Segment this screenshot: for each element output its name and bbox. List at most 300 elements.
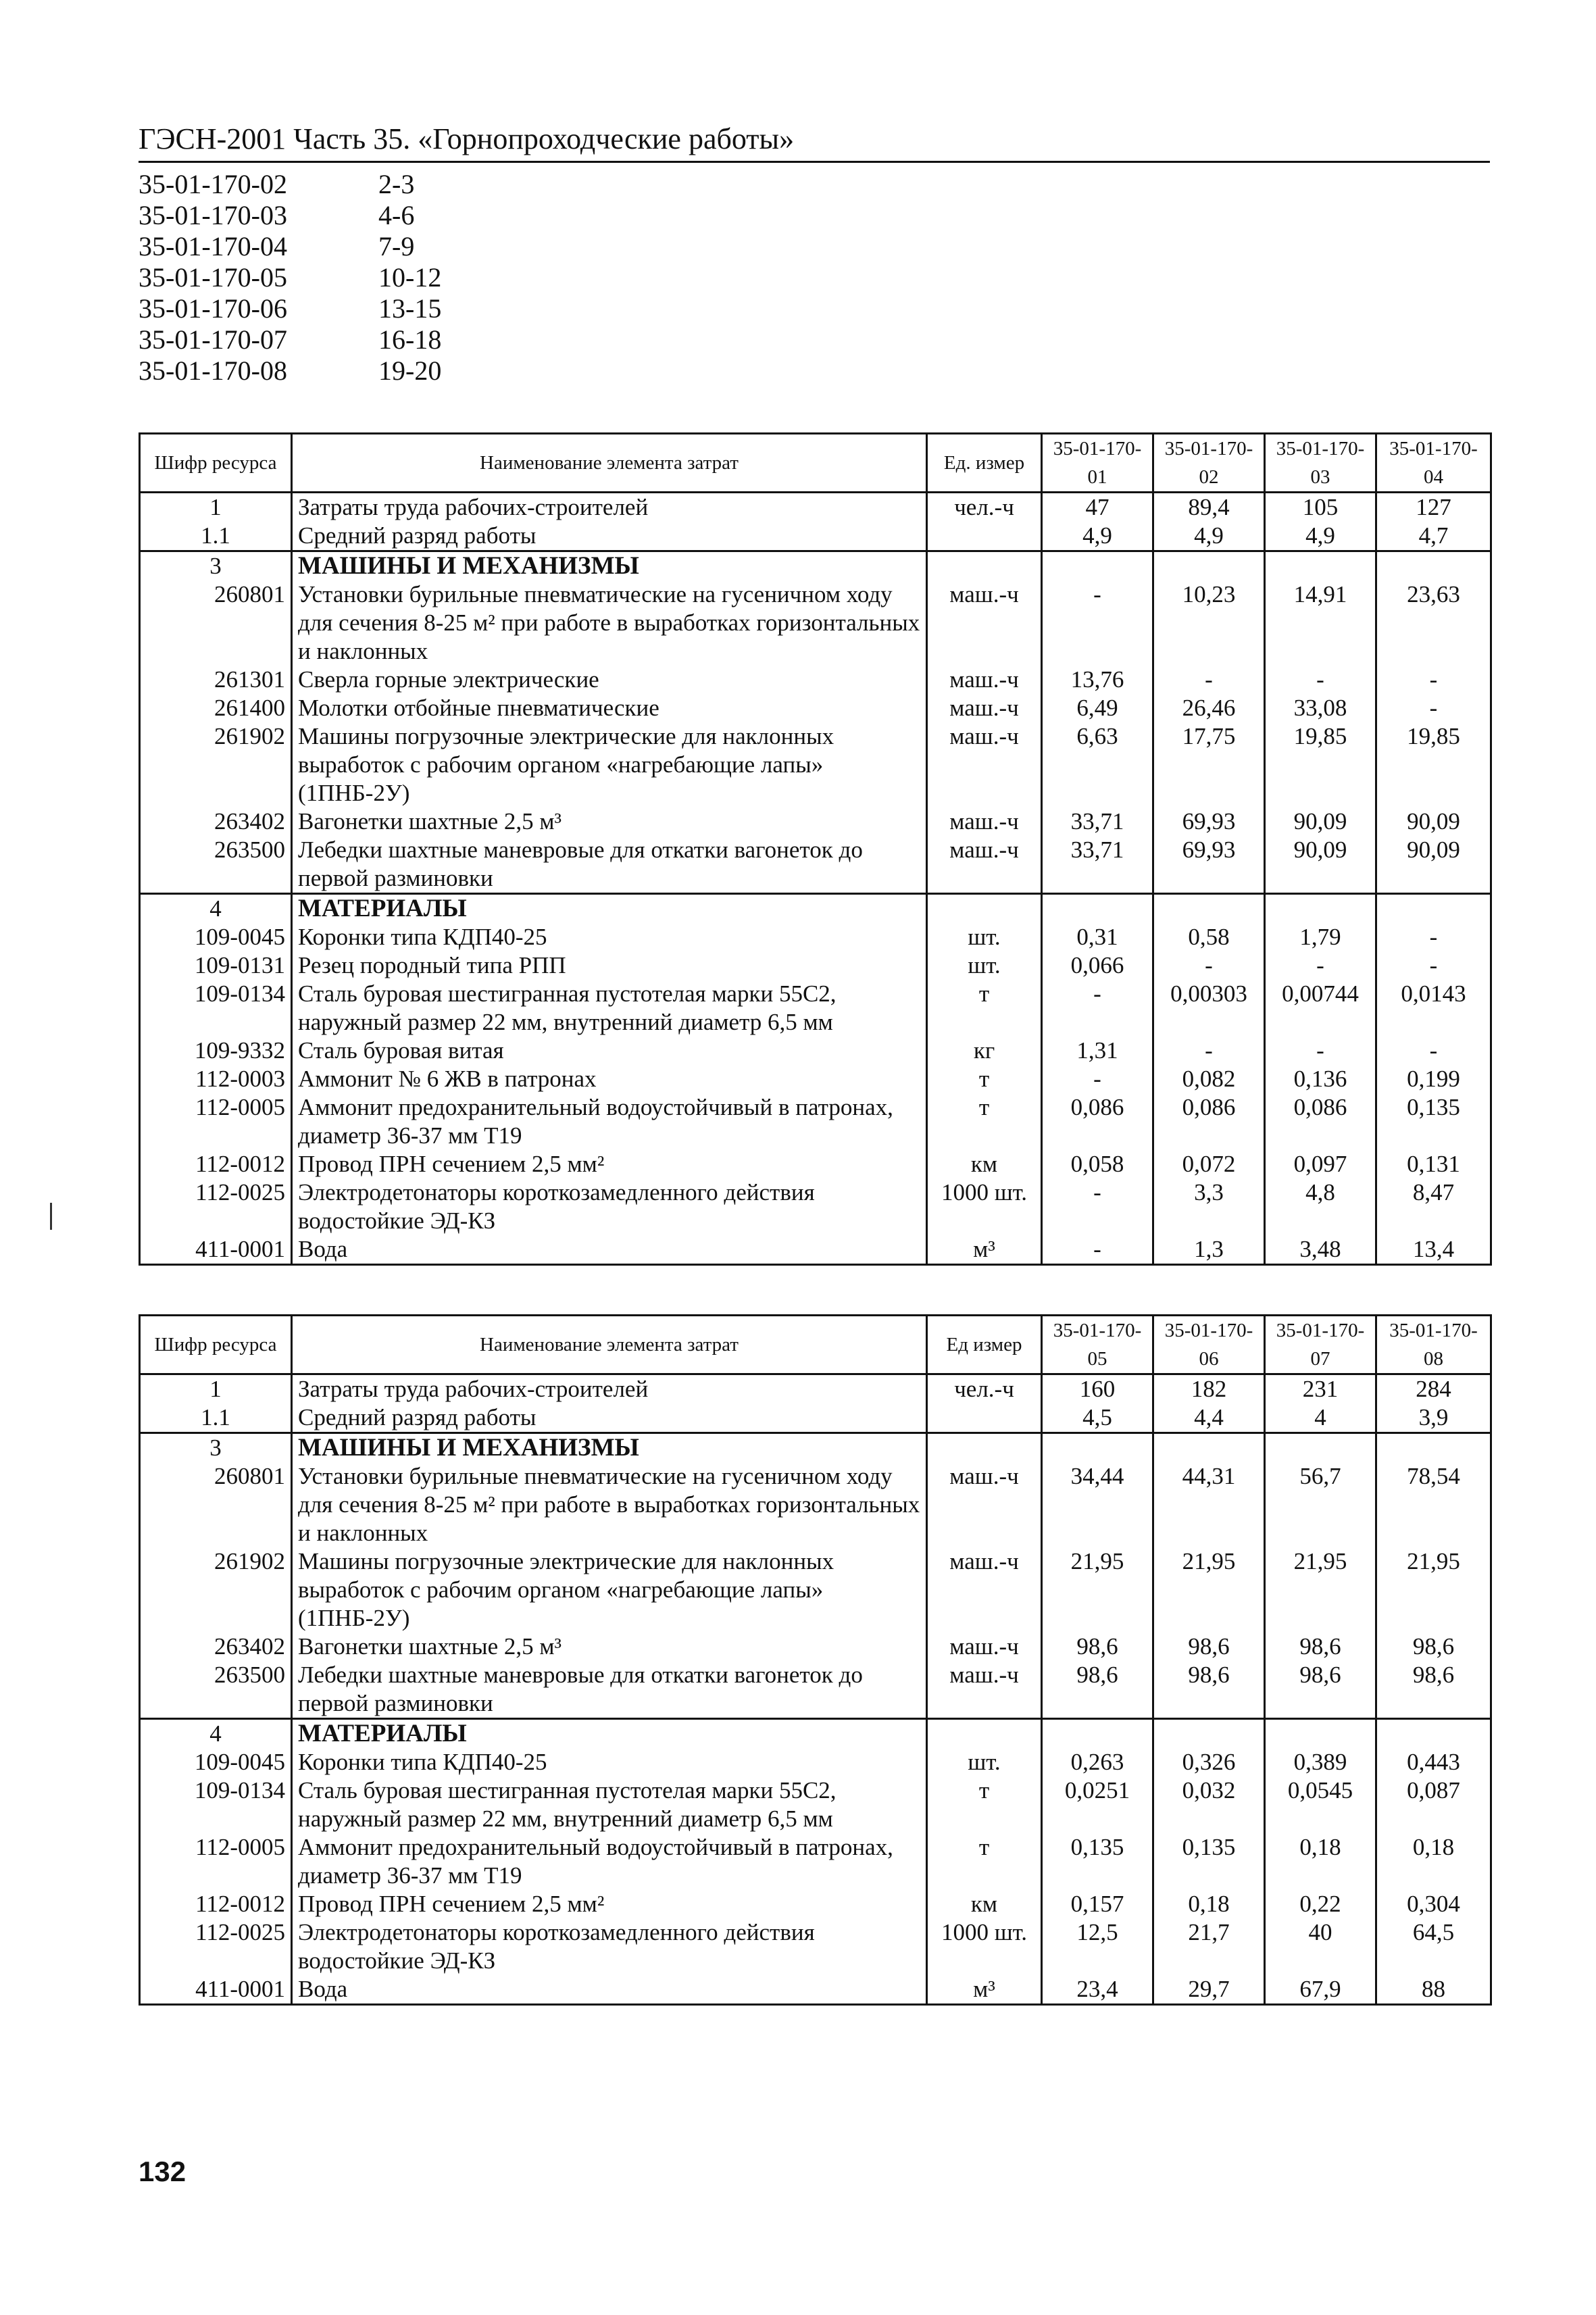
norm-value-cell: 0,086: [1153, 1093, 1265, 1150]
cost-element-name-cell: Сталь буровая витая: [292, 1037, 927, 1065]
cost-element-name-cell: Коронки типа КДП40-25: [292, 1748, 927, 1776]
norm-value-cell: 4,9: [1042, 522, 1153, 551]
resource-code-cell: 263402: [140, 1633, 292, 1661]
norm-value-cell: [1042, 894, 1153, 924]
norm-value-cell: 0,199: [1376, 1065, 1491, 1093]
header-norm-column: 35-01-170-06: [1153, 1316, 1265, 1374]
unit-cell: м³: [927, 1975, 1042, 2005]
unit-cell: т: [927, 1833, 1042, 1890]
table-row: [140, 1547, 1491, 1633]
code-range-value: 19-20: [378, 355, 442, 386]
table-row: [140, 1037, 1491, 1065]
norm-value-cell: [1265, 551, 1376, 581]
code-range-code: 35-01-170-02: [139, 169, 287, 199]
cost-element-name-cell: Провод ПРН сечением 2,5 мм²: [292, 1150, 927, 1178]
code-range-row: [139, 324, 441, 355]
resource-code-cell: 3: [140, 1433, 292, 1463]
resource-code-cell: 263500: [140, 836, 292, 894]
header-norm-column: 35-01-170-03: [1265, 434, 1376, 493]
norm-value-cell: -: [1042, 1178, 1153, 1235]
norm-value-cell: 10,23: [1153, 580, 1265, 666]
table-row: [140, 1093, 1491, 1150]
resource-code-cell: 112-0003: [140, 1065, 292, 1093]
norm-value-cell: -: [1153, 666, 1265, 694]
resource-code-cell: 109-0131: [140, 951, 292, 980]
norm-value-cell: 0,31: [1042, 923, 1153, 951]
cost-element-name-cell: Резец породный типа РПП: [292, 951, 927, 980]
norm-value-cell: 98,6: [1042, 1661, 1153, 1719]
cost-element-name-cell: Вода: [292, 1235, 927, 1265]
norm-value-cell: 0,086: [1042, 1093, 1153, 1150]
norm-value-cell: [1376, 1719, 1491, 1749]
cost-element-name-cell: Аммонит № 6 ЖВ в патронах: [292, 1065, 927, 1093]
norm-value-cell: 89,4: [1153, 493, 1265, 522]
norm-value-cell: -: [1265, 1037, 1376, 1065]
norm-value-cell: 98,6: [1376, 1633, 1491, 1661]
norm-value-cell: 0,326: [1153, 1748, 1265, 1776]
section-row: [140, 551, 1491, 581]
norm-value-cell: 182: [1153, 1374, 1265, 1404]
unit-cell: [927, 1403, 1042, 1433]
header-unit: Ед. измер: [927, 434, 1042, 493]
norm-value-cell: 23,63: [1376, 580, 1491, 666]
norm-value-cell: 1,31: [1042, 1037, 1153, 1065]
resource-code-cell: 411-0001: [140, 1235, 292, 1265]
norm-value-cell: -: [1376, 951, 1491, 980]
norm-value-cell: 4,4: [1153, 1403, 1265, 1433]
norm-value-cell: 231: [1265, 1374, 1376, 1404]
resource-code-cell: 109-0134: [140, 980, 292, 1037]
norm-value-cell: [1153, 894, 1265, 924]
cost-element-name-cell: Средний разряд работы: [292, 522, 927, 551]
norm-value-cell: 0,032: [1153, 1776, 1265, 1833]
table-row: [140, 493, 1491, 522]
resource-code-cell: 109-0045: [140, 923, 292, 951]
resource-code-cell: 260801: [140, 1462, 292, 1547]
norm-value-cell: 69,93: [1153, 807, 1265, 836]
resource-code-cell: 109-9332: [140, 1037, 292, 1065]
table-row: [140, 1403, 1491, 1433]
norm-value-cell: 33,71: [1042, 836, 1153, 894]
unit-cell: 1000 шт.: [927, 1178, 1042, 1235]
unit-cell: маш.-ч: [927, 694, 1042, 722]
norm-value-cell: 21,7: [1153, 1918, 1265, 1975]
norm-value-cell: 4,9: [1265, 522, 1376, 551]
norm-value-cell: 21,95: [1153, 1547, 1265, 1633]
norm-value-cell: 13,76: [1042, 666, 1153, 694]
resource-code-cell: 261301: [140, 666, 292, 694]
norm-value-cell: [1042, 1719, 1153, 1749]
resource-code-cell: 112-0005: [140, 1093, 292, 1150]
norm-value-cell: 0,082: [1153, 1065, 1265, 1093]
unit-cell: м³: [927, 1235, 1042, 1265]
section-title: МАШИНЫ И МЕХАНИЗМЫ: [292, 1433, 927, 1463]
norm-value-cell: 8,47: [1376, 1178, 1491, 1235]
table-row: [140, 836, 1491, 894]
code-range-row: [139, 262, 441, 293]
table-row: [140, 980, 1491, 1037]
cost-element-name-cell: Провод ПРН сечением 2,5 мм²: [292, 1890, 927, 1918]
norm-value-cell: 3,9: [1376, 1403, 1491, 1433]
header-norm-column: 35-01-170-05: [1042, 1316, 1153, 1374]
norm-value-cell: 4,8: [1265, 1178, 1376, 1235]
table-row: [140, 923, 1491, 951]
code-range-code: 35-01-170-07: [139, 324, 287, 355]
table-header-row: [140, 434, 1491, 493]
norm-value-cell: 98,6: [1153, 1661, 1265, 1719]
resource-code-cell: 109-0134: [140, 1776, 292, 1833]
resource-code-cell: 112-0025: [140, 1918, 292, 1975]
norm-value-cell: 127: [1376, 493, 1491, 522]
resource-code-cell: 411-0001: [140, 1975, 292, 2005]
norm-value-cell: -: [1265, 666, 1376, 694]
unit-cell: [927, 1433, 1042, 1463]
code-range-value: 7-9: [378, 231, 415, 262]
unit-cell: маш.-ч: [927, 807, 1042, 836]
resource-code-cell: 261902: [140, 1547, 292, 1633]
unit-cell: т: [927, 1776, 1042, 1833]
norm-value-cell: 3,48: [1265, 1235, 1376, 1265]
norm-value-cell: 3,3: [1153, 1178, 1265, 1235]
norm-value-cell: 0,58: [1153, 923, 1265, 951]
table-row: [140, 1661, 1491, 1719]
norm-value-cell: 1,3: [1153, 1235, 1265, 1265]
norm-value-cell: 4,7: [1376, 522, 1491, 551]
code-range-code: 35-01-170-03: [139, 200, 287, 230]
unit-cell: км: [927, 1150, 1042, 1178]
norm-value-cell: 0,00744: [1265, 980, 1376, 1037]
table-row: [140, 951, 1491, 980]
resource-code-cell: 112-0005: [140, 1833, 292, 1890]
cost-element-name-cell: Установки бурильные пневматические на гусеничном ходу для сечения 8-25 м² при работе в выработках горизонтальных и наклонных: [292, 1462, 927, 1547]
norm-value-cell: [1376, 894, 1491, 924]
norm-value-cell: 21,95: [1376, 1547, 1491, 1633]
table-row: [140, 694, 1491, 722]
norm-value-cell: 29,7: [1153, 1975, 1265, 2005]
norm-value-cell: 88: [1376, 1975, 1491, 2005]
norm-value-cell: 98,6: [1153, 1633, 1265, 1661]
header-cost-element-name: Наименование элемента затрат: [292, 434, 927, 493]
norm-value-cell: 0,00303: [1153, 980, 1265, 1037]
norm-value-cell: 90,09: [1265, 836, 1376, 894]
table-row: [140, 1178, 1491, 1235]
norm-value-cell: -: [1042, 1065, 1153, 1093]
resource-cost-table-1: [139, 432, 1492, 1266]
norm-value-cell: 0,389: [1265, 1748, 1376, 1776]
norm-value-cell: 56,7: [1265, 1462, 1376, 1547]
resource-code-cell: 3: [140, 551, 292, 581]
cost-element-name-cell: Машины погрузочные электрические для наклонных выработок с рабочим органом «нагребающие лапы» (1ПНБ-2У): [292, 1547, 927, 1633]
norm-value-cell: -: [1376, 923, 1491, 951]
code-range-code: 35-01-170-05: [139, 262, 287, 293]
page-header-title: ГЭСН-2001 Часть 35. «Горнопроходческие работы»: [139, 122, 795, 155]
header-resource-code: Шифр ресурса: [140, 1316, 292, 1374]
code-range-code: 35-01-170-08: [139, 355, 287, 386]
table-row: [140, 807, 1491, 836]
norm-value-cell: [1153, 1719, 1265, 1749]
cost-element-name-cell: Затраты труда рабочих-строителей: [292, 1374, 927, 1404]
unit-cell: маш.-ч: [927, 1661, 1042, 1719]
norm-value-cell: 0,086: [1265, 1093, 1376, 1150]
page-header: [139, 120, 1490, 163]
cost-element-name-cell: Вода: [292, 1975, 927, 2005]
norm-value-cell: [1265, 1719, 1376, 1749]
resource-code-cell: 4: [140, 1719, 292, 1749]
unit-cell: т: [927, 1065, 1042, 1093]
norm-value-cell: 6,63: [1042, 722, 1153, 807]
unit-cell: маш.-ч: [927, 1547, 1042, 1633]
code-range-row: [139, 200, 441, 231]
norm-value-cell: 0,18: [1153, 1890, 1265, 1918]
table-row: [140, 1975, 1491, 2005]
code-range-value: 13-15: [378, 293, 442, 324]
norm-value-cell: -: [1042, 580, 1153, 666]
norm-value-cell: [1153, 551, 1265, 581]
cost-element-name-cell: Сталь буровая шестигранная пустотелая марки 55С2, наружный размер 22 мм, внутренний диаметр 6,5 мм: [292, 980, 927, 1037]
norm-value-cell: 0,087: [1376, 1776, 1491, 1833]
table-header-row: [140, 1316, 1491, 1374]
norm-value-cell: 1,79: [1265, 923, 1376, 951]
header-norm-column: 35-01-170-07: [1265, 1316, 1376, 1374]
code-range-value: 10-12: [378, 262, 442, 293]
norm-value-cell: -: [1042, 1235, 1153, 1265]
code-range-code: 35-01-170-06: [139, 293, 287, 324]
header-resource-code: Шифр ресурса: [140, 434, 292, 493]
norm-value-cell: -: [1376, 1037, 1491, 1065]
norm-value-cell: 17,75: [1153, 722, 1265, 807]
table-row: [140, 1633, 1491, 1661]
header-norm-column: 35-01-170-02: [1153, 434, 1265, 493]
cost-element-name-cell: Электродетонаторы короткозамедленного действия водостойкие ЭД-КЗ: [292, 1918, 927, 1975]
table-row: [140, 1833, 1491, 1890]
unit-cell: чел.-ч: [927, 1374, 1042, 1404]
norm-value-cell: 33,71: [1042, 807, 1153, 836]
norm-value-cell: 0,304: [1376, 1890, 1491, 1918]
unit-cell: кг: [927, 1037, 1042, 1065]
code-range-value: 4-6: [378, 200, 415, 230]
norm-value-cell: 0,0251: [1042, 1776, 1153, 1833]
unit-cell: [927, 1719, 1042, 1749]
resource-code-cell: 263500: [140, 1661, 292, 1719]
table-row: [140, 522, 1491, 551]
unit-cell: чел.-ч: [927, 493, 1042, 522]
norm-value-cell: 40: [1265, 1918, 1376, 1975]
table-row: [140, 1918, 1491, 1975]
header-unit: Ед измер: [927, 1316, 1042, 1374]
table-row: [140, 1776, 1491, 1833]
norm-value-cell: 0,072: [1153, 1150, 1265, 1178]
resource-code-cell: 109-0045: [140, 1748, 292, 1776]
norm-value-cell: 0,066: [1042, 951, 1153, 980]
table-row: [140, 666, 1491, 694]
code-range-value: 16-18: [378, 324, 442, 355]
code-range-list: [139, 169, 441, 387]
norm-value-cell: 0,263: [1042, 1748, 1153, 1776]
unit-cell: маш.-ч: [927, 722, 1042, 807]
norm-value-cell: 78,54: [1376, 1462, 1491, 1547]
page-number: 132: [139, 2156, 186, 2187]
unit-cell: шт.: [927, 951, 1042, 980]
code-range-row: [139, 293, 441, 324]
unit-cell: маш.-ч: [927, 1462, 1042, 1547]
norm-value-cell: 0,18: [1265, 1833, 1376, 1890]
unit-cell: маш.-ч: [927, 1633, 1042, 1661]
norm-value-cell: 19,85: [1376, 722, 1491, 807]
norm-value-cell: 64,5: [1376, 1918, 1491, 1975]
norm-value-cell: 0,0143: [1376, 980, 1491, 1037]
norm-value-cell: [1265, 894, 1376, 924]
norm-value-cell: -: [1042, 980, 1153, 1037]
header-norm-column: 35-01-170-08: [1376, 1316, 1491, 1374]
norm-value-cell: 0,22: [1265, 1890, 1376, 1918]
unit-cell: т: [927, 980, 1042, 1037]
unit-cell: шт.: [927, 923, 1042, 951]
norm-value-cell: 0,135: [1376, 1093, 1491, 1150]
cost-element-name-cell: Коронки типа КДП40-25: [292, 923, 927, 951]
resource-cost-table-2: [139, 1314, 1492, 2006]
unit-cell: [927, 522, 1042, 551]
code-range-value: 2-3: [378, 169, 415, 199]
norm-value-cell: 69,93: [1153, 836, 1265, 894]
norm-value-cell: 90,09: [1376, 836, 1491, 894]
unit-cell: шт.: [927, 1748, 1042, 1776]
code-range-row: [139, 355, 441, 387]
unit-cell: км: [927, 1890, 1042, 1918]
resource-code-cell: 112-0012: [140, 1890, 292, 1918]
norm-value-cell: [1376, 1433, 1491, 1463]
norm-value-cell: [1042, 551, 1153, 581]
norm-value-cell: 47: [1042, 493, 1153, 522]
table-row: [140, 1065, 1491, 1093]
resource-code-cell: 1.1: [140, 522, 292, 551]
norm-value-cell: 105: [1265, 493, 1376, 522]
section-row: [140, 1719, 1491, 1749]
norm-value-cell: 0,058: [1042, 1150, 1153, 1178]
code-range-code: 35-01-170-04: [139, 231, 287, 262]
norm-value-cell: 13,4: [1376, 1235, 1491, 1265]
norm-value-cell: 0,443: [1376, 1748, 1491, 1776]
norm-value-cell: 4,9: [1153, 522, 1265, 551]
section-row: [140, 894, 1491, 924]
cost-element-name-cell: Вагонетки шахтные 2,5 м³: [292, 1633, 927, 1661]
cost-element-name-cell: Установки бурильные пневматические на гусеничном ходу для сечения 8-25 м² при работе в выработках горизонтальных и наклонных: [292, 580, 927, 666]
norm-value-cell: 4: [1265, 1403, 1376, 1433]
cost-element-name-cell: Сверла горные электрические: [292, 666, 927, 694]
resource-code-cell: 261902: [140, 722, 292, 807]
table-row: [140, 580, 1491, 666]
header-cost-element-name: Наименование элемента затрат: [292, 1316, 927, 1374]
norm-value-cell: -: [1153, 951, 1265, 980]
table-row: [140, 1150, 1491, 1178]
norm-value-cell: 0,135: [1042, 1833, 1153, 1890]
cost-element-name-cell: Лебедки шахтные маневровые для откатки вагонеток до первой разминовки: [292, 1661, 927, 1719]
norm-value-cell: 90,09: [1265, 807, 1376, 836]
norm-value-cell: 44,31: [1153, 1462, 1265, 1547]
norm-value-cell: 0,0545: [1265, 1776, 1376, 1833]
section-title: МАТЕРИАЛЫ: [292, 1719, 927, 1749]
norm-value-cell: 19,85: [1265, 722, 1376, 807]
cost-element-name-cell: Молотки отбойные пневматические: [292, 694, 927, 722]
norm-value-cell: 26,46: [1153, 694, 1265, 722]
resource-code-cell: 1: [140, 493, 292, 522]
norm-value-cell: 0,157: [1042, 1890, 1153, 1918]
norm-value-cell: 21,95: [1265, 1547, 1376, 1633]
norm-value-cell: 90,09: [1376, 807, 1491, 836]
unit-cell: маш.-ч: [927, 666, 1042, 694]
norm-value-cell: 0,131: [1376, 1150, 1491, 1178]
table-row: [140, 722, 1491, 807]
norm-value-cell: 98,6: [1265, 1633, 1376, 1661]
table-row: [140, 1462, 1491, 1547]
section-row: [140, 1433, 1491, 1463]
table-row: [140, 1890, 1491, 1918]
norm-value-cell: -: [1153, 1037, 1265, 1065]
table-row: [140, 1374, 1491, 1404]
norm-value-cell: 33,08: [1265, 694, 1376, 722]
cost-element-name-cell: Лебедки шахтные маневровые для откатки вагонеток до первой разминовки: [292, 836, 927, 894]
norm-value-cell: 98,6: [1042, 1633, 1153, 1661]
section-title: МАШИНЫ И МЕХАНИЗМЫ: [292, 551, 927, 581]
norm-value-cell: 160: [1042, 1374, 1153, 1404]
resource-code-cell: 112-0012: [140, 1150, 292, 1178]
norm-value-cell: 0,136: [1265, 1065, 1376, 1093]
norm-value-cell: 34,44: [1042, 1462, 1153, 1547]
norm-value-cell: 12,5: [1042, 1918, 1153, 1975]
norm-value-cell: -: [1376, 666, 1491, 694]
cost-element-name-cell: Сталь буровая шестигранная пустотелая марки 55С2, наружный размер 22 мм, внутренний диаметр 6,5 мм: [292, 1776, 927, 1833]
cost-element-name-cell: Аммонит предохранительный водоустойчивый в патронах, диаметр 36-37 мм Т19: [292, 1093, 927, 1150]
norm-value-cell: 98,6: [1265, 1661, 1376, 1719]
resource-code-cell: 112-0025: [140, 1178, 292, 1235]
norm-value-cell: -: [1376, 694, 1491, 722]
resource-code-cell: 1.1: [140, 1403, 292, 1433]
cost-element-name-cell: Средний разряд работы: [292, 1403, 927, 1433]
norm-value-cell: -: [1265, 951, 1376, 980]
code-range-row: [139, 231, 441, 262]
norm-value-cell: 4,5: [1042, 1403, 1153, 1433]
unit-cell: маш.-ч: [927, 836, 1042, 894]
norm-value-cell: 21,95: [1042, 1547, 1153, 1633]
unit-cell: [927, 894, 1042, 924]
unit-cell: т: [927, 1093, 1042, 1150]
code-range-row: [139, 169, 441, 200]
norm-value-cell: 98,6: [1376, 1661, 1491, 1719]
norm-value-cell: 284: [1376, 1374, 1491, 1404]
unit-cell: [927, 551, 1042, 581]
resource-code-cell: 260801: [140, 580, 292, 666]
norm-value-cell: [1265, 1433, 1376, 1463]
norm-value-cell: 6,49: [1042, 694, 1153, 722]
table-row: [140, 1748, 1491, 1776]
resource-code-cell: 261400: [140, 694, 292, 722]
resource-code-cell: 4: [140, 894, 292, 924]
header-norm-column: 35-01-170-01: [1042, 434, 1153, 493]
norm-value-cell: 0,097: [1265, 1150, 1376, 1178]
norm-value-cell: 0,135: [1153, 1833, 1265, 1890]
norm-value-cell: 14,91: [1265, 580, 1376, 666]
margin-mark: [50, 1203, 52, 1230]
unit-cell: маш.-ч: [927, 580, 1042, 666]
cost-element-name-cell: Машины погрузочные электрические для наклонных выработок с рабочим органом «нагребающие лапы» (1ПНБ-2У): [292, 722, 927, 807]
cost-element-name-cell: Аммонит предохранительный водоустойчивый в патронах, диаметр 36-37 мм Т19: [292, 1833, 927, 1890]
cost-element-name-cell: Электродетонаторы короткозамедленного действия водостойкие ЭД-КЗ: [292, 1178, 927, 1235]
section-title: МАТЕРИАЛЫ: [292, 894, 927, 924]
norm-value-cell: [1153, 1433, 1265, 1463]
table-row: [140, 1235, 1491, 1265]
cost-element-name-cell: Вагонетки шахтные 2,5 м³: [292, 807, 927, 836]
norm-value-cell: 0,18: [1376, 1833, 1491, 1890]
norm-value-cell: 23,4: [1042, 1975, 1153, 2005]
